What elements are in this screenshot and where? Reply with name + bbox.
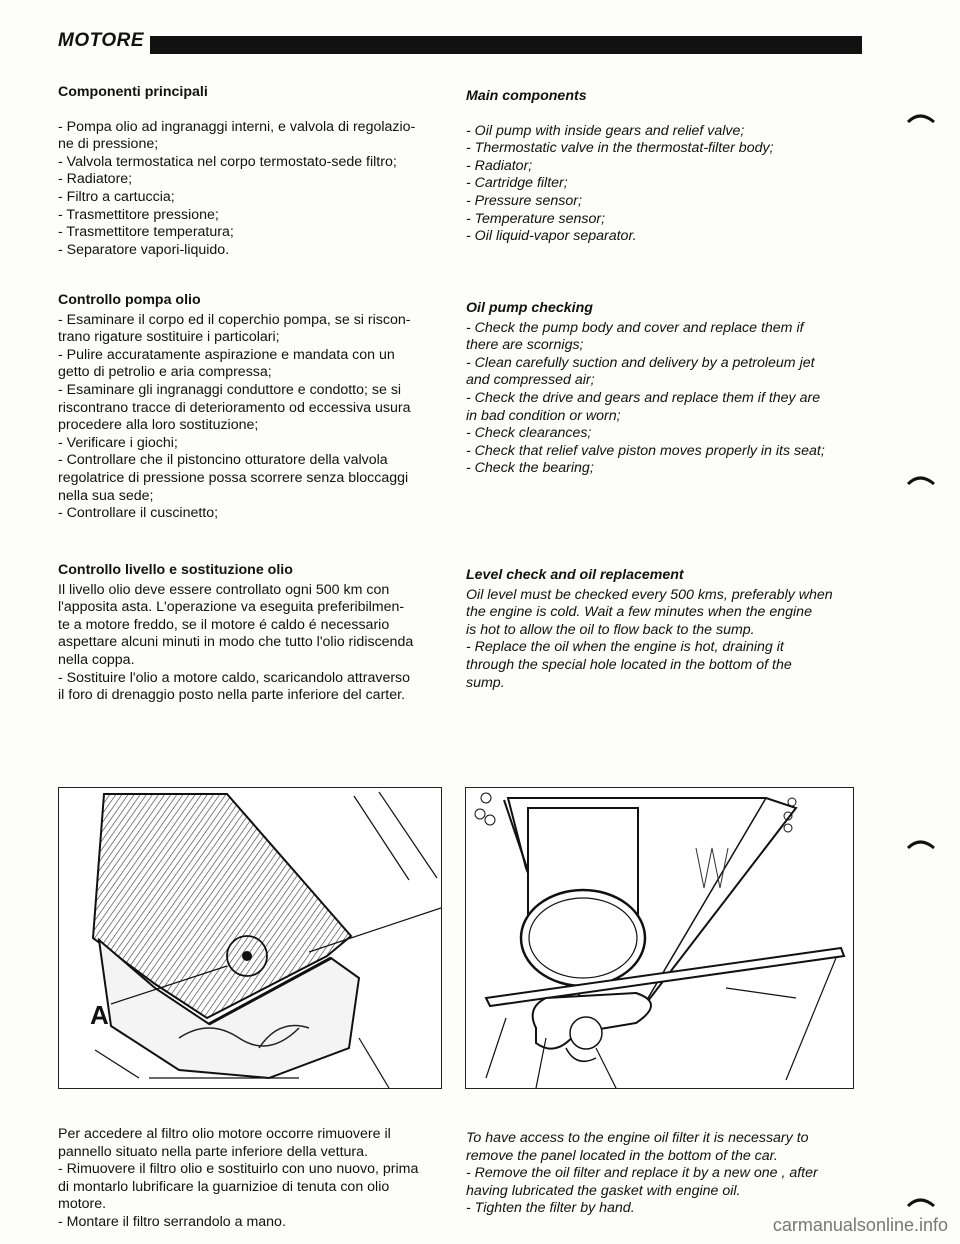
- text-line: - Esaminare il corpo ed il coperchio pompa, se si riscon-: [58, 311, 411, 328]
- text-line: trano rigature sostituire i particolari;: [58, 329, 280, 346]
- list-item: - Thermostatic valve in the thermostat-filter body;: [466, 140, 774, 157]
- text-line: - Esaminare gli ingranaggi conduttore e condotto; se si: [58, 381, 402, 398]
- list-item: - Radiator;: [466, 157, 533, 174]
- text-line: - Clean carefully suction and delivery by a petroleum jet: [466, 354, 815, 371]
- list-item: - Oil liquid-vapor separator.: [466, 228, 637, 245]
- list-item: ne di pressione;: [58, 136, 159, 153]
- oil-sump-illustration: [59, 788, 441, 1088]
- text-line: Per accedere al filtro olio motore occorre rimuovere il: [58, 1126, 391, 1142]
- text-line: - Sostituire l'olio a motore caldo, scaricandolo attraverso: [58, 669, 411, 686]
- en-level-check: [466, 567, 858, 692]
- margin-mark-icon: [906, 1196, 936, 1210]
- text-line: - Tighten the filter by hand.: [466, 1200, 635, 1217]
- text-line: - Controllare il cuscinetto;: [58, 505, 219, 522]
- list-item: - Trasmettitore temperatura;: [58, 224, 234, 241]
- text-line: - Verificare i giochi;: [58, 434, 178, 451]
- text-line: through the special hole located in the bottom of the: [466, 656, 792, 673]
- text-line: - Check the drive and gears and replace them if they are: [466, 389, 821, 406]
- text-line: motore.: [58, 1196, 107, 1213]
- oil-filter-illustration: [466, 788, 853, 1088]
- list-item: - Pompa olio ad ingranaggi interni, e valvola di regolazio-: [58, 118, 416, 135]
- margin-mark-icon: [906, 112, 936, 126]
- text-line: - Remove the oil filter and replace it by a new one , after: [466, 1165, 818, 1182]
- list-item: - Valvola termostatica nel corpo termostato-sede filtro;: [58, 153, 397, 170]
- it-pump-check-heading: Controllo pompa olio: [58, 292, 201, 308]
- text-line: - Controllare che il pistoncino otturatore della valvola: [58, 452, 388, 469]
- text-line: aspettare alcuni minuti in modo che tutto l'olio ridiscenda: [58, 634, 414, 651]
- list-item: - Separatore vapori-liquido.: [58, 241, 230, 258]
- text-line: l'apposita asta. L'operazione va eseguita preferibilmen-: [58, 599, 405, 616]
- text-line: getto di petrolio e aria compressa;: [58, 364, 272, 381]
- list-item: - Filtro a cartuccia;: [58, 188, 175, 205]
- en-level-check-heading: Level check and oil replacement: [466, 567, 684, 583]
- text-line: nella sua sede;: [58, 487, 154, 504]
- list-item: - Trasmettitore pressione;: [58, 206, 219, 223]
- oil-sump-drawing: [58, 787, 442, 1089]
- text-line: - Pulire accuratamente aspirazione e mandata con un: [58, 346, 395, 363]
- text-line: is hot to allow the oil to flow back to the sump.: [466, 621, 755, 638]
- it-main-components: [58, 84, 448, 259]
- list-item: - Radiatore;: [58, 171, 133, 188]
- text-line: - Check clearances;: [466, 425, 592, 442]
- it-level-check: [58, 562, 448, 705]
- text-line: remove the panel located in the bottom of the car.: [466, 1147, 778, 1164]
- margin-mark-icon: [906, 474, 936, 488]
- text-line: Oil level must be checked every 500 kms, preferably when: [466, 586, 833, 603]
- text-line: procedere alla loro sostituzione;: [58, 417, 259, 434]
- watermark: carmanualsonline.info: [772, 1215, 948, 1235]
- text-line: - Montare il filtro serrandolo a mano.: [58, 1213, 286, 1230]
- it-level-check-heading: Controllo livello e sostituzione olio: [58, 562, 293, 578]
- text-line: - Check the bearing;: [466, 460, 594, 477]
- text-line: regolatrice di pressione possa scorrere senza bloccaggi: [58, 469, 409, 486]
- it-main-components-heading: Componenti principali: [58, 84, 208, 100]
- figure-label: A: [90, 1000, 109, 1030]
- it-filter-access: [58, 1126, 448, 1232]
- text-line: the engine is cold. Wait a few minutes when the engine: [466, 604, 812, 621]
- text-line: riscontrano tracce di deterioramento od eccessiva usura: [58, 399, 411, 416]
- list-item: - Pressure sensor;: [466, 192, 582, 209]
- list-item: - Cartridge filter;: [466, 175, 568, 192]
- oil-filter-drawing: [465, 787, 854, 1089]
- it-pump-check: [58, 292, 448, 523]
- en-pump-check: [466, 300, 858, 478]
- text-line: pannello situato nella parte inferiore della vettura.: [58, 1143, 368, 1160]
- text-line: and compressed air;: [466, 372, 595, 389]
- en-pump-check-heading: Oil pump checking: [466, 300, 593, 316]
- text-line: - Replace the oil when the engine is hot, draining it: [466, 639, 784, 656]
- text-line: te a motore freddo, se il motore é caldo é necessario: [58, 616, 390, 633]
- section-title: MOTORE: [58, 30, 145, 51]
- text-line: having lubricated the gasket with engine oil.: [466, 1182, 741, 1199]
- text-line: il foro di drenaggio posto nella parte inferiore del carter.: [58, 687, 406, 704]
- list-item: - Oil pump with inside gears and relief valve;: [466, 122, 745, 139]
- text-line: in bad condition or worn;: [466, 407, 621, 424]
- text-line: sump.: [466, 674, 505, 691]
- header-bar: [150, 36, 862, 54]
- text-line: - Rimuovere il filtro olio e sostituirlo con uno nuovo, prima: [58, 1161, 419, 1178]
- page-header: [58, 28, 864, 58]
- text-line: di montarlo lubrificare la guarnizioe di tenuta con olio: [58, 1178, 390, 1195]
- margin-mark-icon: [906, 838, 936, 852]
- text-line: there are scornigs;: [466, 337, 584, 354]
- en-filter-access: [466, 1130, 858, 1218]
- text-line: To have access to the engine oil filter it is necessary to: [466, 1130, 809, 1146]
- list-item: - Temperature sensor;: [466, 210, 606, 227]
- text-line: - Check the pump body and cover and replace them if: [466, 319, 804, 336]
- en-main-components-heading: Main components: [466, 88, 587, 104]
- en-main-components: [466, 88, 858, 246]
- text-line: Il livello olio deve essere controllato ogni 500 km con: [58, 581, 390, 598]
- text-line: - Check that relief valve piston moves properly in its seat;: [466, 442, 825, 459]
- text-line: nella coppa.: [58, 651, 135, 668]
